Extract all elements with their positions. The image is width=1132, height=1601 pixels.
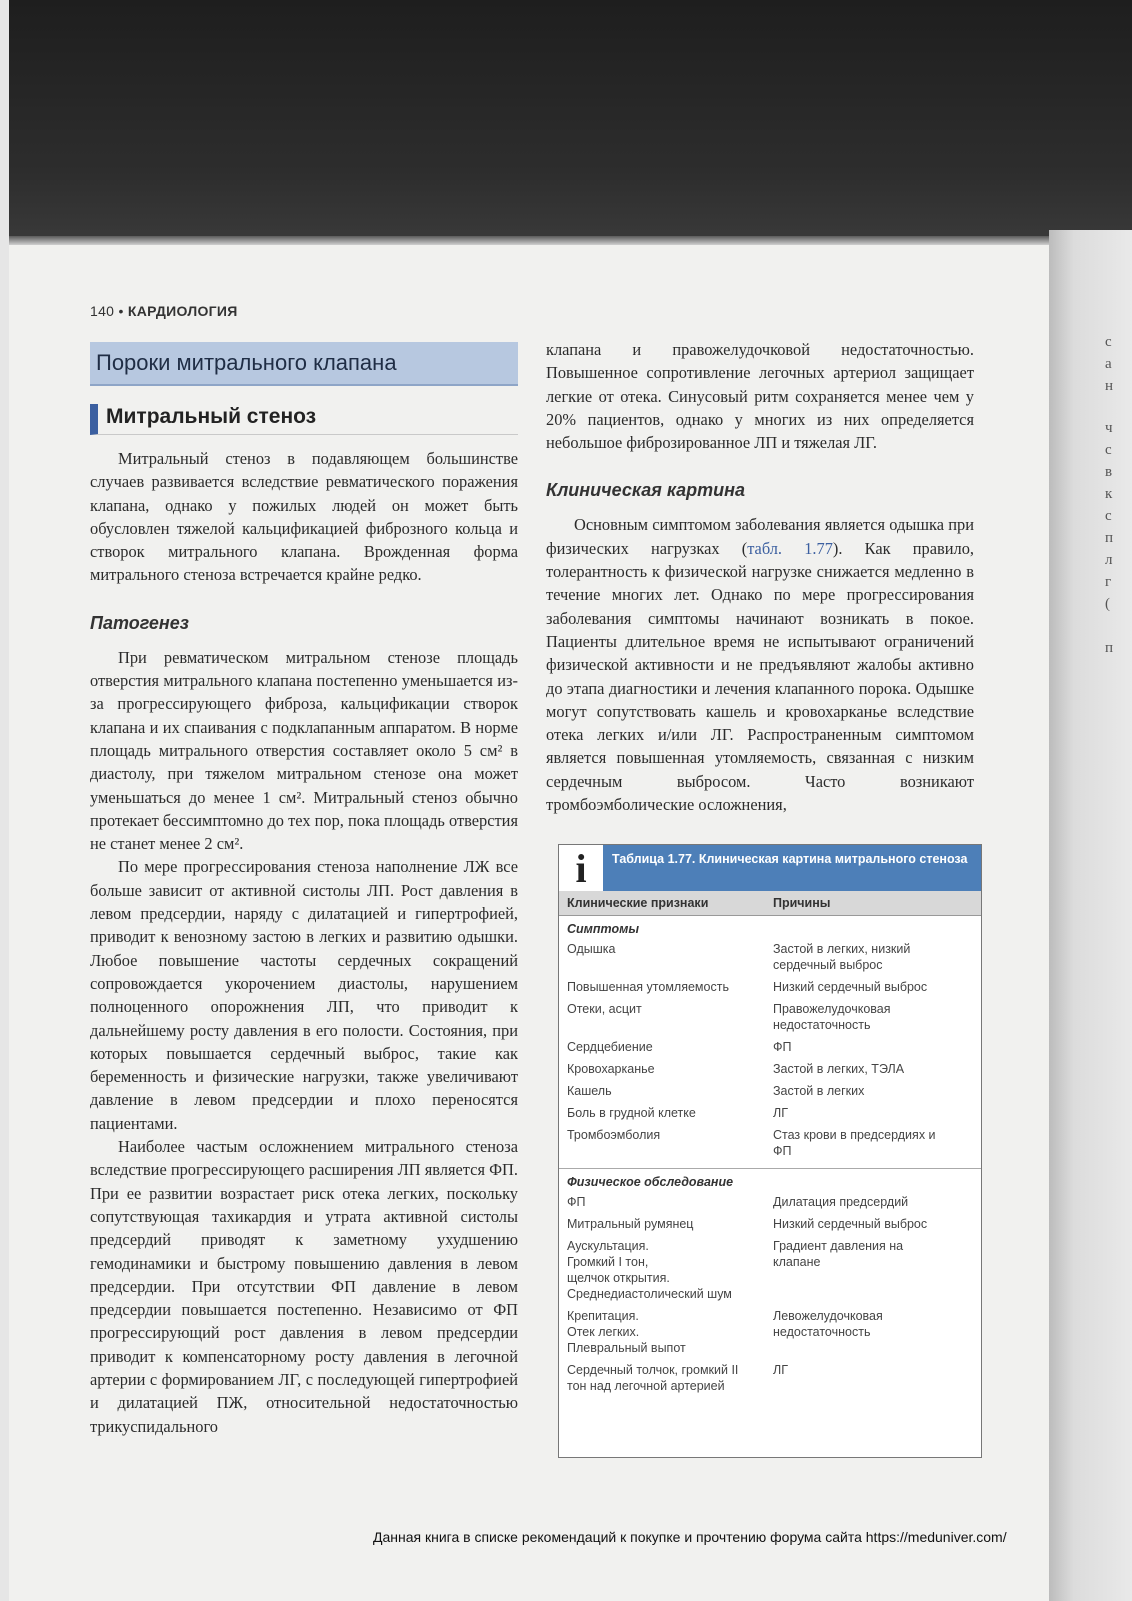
pathogenesis-paragraph-3: Наиболее частым осложнением митрального стеноза вследствие прогрессирующего расширения ЛП является ФП. При ее развитии возрастает риск отека легких, поскольку сопутствующая тахикардия и утрата активной систолы предсердий приводят к заметному ухудшению гемодинамики и быстрому повышению давления в левом предсердии. При отсутствии ФП давление в левом предсердии повышается постепенно. Независимо от ФП прогрессирующий рост давления в левом предсердии приводит к компенсаторному росту давления в легочной артерии с формированием ЛГ, с последующей гипертрофией и дилатацией ПЖ, относительной недостаточностью трикуспидального (90, 1137, 518, 1436)
row-sign: Кровохарканье (567, 1062, 655, 1076)
row-cause: ЛГ (773, 1106, 788, 1120)
row-sign: Боль в грудной клетке (567, 1106, 696, 1120)
row-cause: Застой в легких, низкий сердечный выброс (773, 942, 911, 972)
row-cause: Застой в легких (773, 1084, 865, 1098)
row-sign: Митральный румянец (567, 1217, 694, 1231)
pathogenesis-paragraph-2: По мере прогрессирования стеноза наполнение ЛЖ все больше зависит от активной систолы ЛП. Рост давления в левом предсердии, наряду с дилатацией и гипертрофией, приводит к венозному застою в легких и развитию одышки. Любое повышение частоты сердечных сокращений сопровождается укорочением диастолы, нарушением полноценного опорожнения ЛП, что приводит к дальнейшему росту давления в его полости. Состояния, при которых повышается сердечный выброс, такие как беременность и физические нагрузки, также увеличивают давление в левом предсердии и плохо переносятся пациентами. (90, 857, 518, 1133)
adjacent-page-letter: л (1105, 552, 1113, 568)
row-sign: Аускультация. Громкий I тон, щелчок открытия. Среднедиастолический шум (567, 1239, 732, 1301)
row-cause: Стаз крови в предсердиях и ФП (773, 1128, 936, 1158)
row-sign: Сердечный толчок, громкий II тон над легочной артерией (567, 1363, 739, 1393)
adjacent-page-letter: ( (1105, 596, 1110, 612)
adjacent-page-letter: п (1105, 640, 1114, 656)
row-sign: Тромбоэмболия (567, 1128, 661, 1142)
row-sign: Повышенная утомляемость (567, 980, 729, 994)
footer-note: Данная книга в списке рекомендаций к покупке и прочтению форума сайта https://meduniver.com/ (373, 1529, 1007, 1545)
column-header-signs: Клинические признаки (567, 896, 709, 910)
adjacent-page-letter: ч (1105, 420, 1113, 436)
table-row (559, 1305, 981, 1359)
row-cause: Дилатация предсердий (773, 1195, 909, 1209)
clinical-text-end: ). Как правило, толерантность к физической нагрузке снижается медленно в течение многих лет. Однако по мере прогрессирования заболевания симптомы начинают возникать в покое. Пациенты длительное время не испытывают ограничений физической активности и не предъявляют жалобы активно до этапа диагностики и лечения клапанного порока. Одышке могут сопутствовать кашель и кровохарканье вследствие отека легких и/или ЛГ. Распространенным симптомом является повышенная утомляемость, связанная с низким сердечным выбросом. Часто возникают тромбоэмболические осложнения, (546, 538, 974, 815)
row-cause: Левожелудочковая недостаточность (773, 1309, 883, 1339)
table-row (559, 1359, 981, 1397)
info-icon: i (559, 845, 604, 891)
row-sign: ФП (567, 1195, 586, 1209)
running-head-section: КАРДИОЛОГИЯ (127, 303, 238, 319)
row-sign: Одышка (567, 942, 616, 956)
table-row (559, 1235, 981, 1305)
adjacent-page-letter: с (1105, 442, 1112, 458)
section-title: Пороки митрального клапана (90, 342, 518, 386)
row-cause: Правожелудочковая недостаточность (773, 1002, 891, 1032)
subsection-title: Митральный стеноз (90, 404, 518, 435)
row-cause: ЛГ (773, 1363, 788, 1377)
left-column (90, 338, 518, 1438)
row-cause: Низкий сердечный выброс (773, 980, 928, 994)
table-group-examination: Физическое обследование (567, 1175, 734, 1189)
adjacent-page-letter: а (1105, 356, 1112, 372)
table-row (559, 1058, 981, 1080)
table-title: Таблица 1.77. Клиническая картина митрального стеноза (612, 852, 968, 866)
running-head-bullet: • (118, 303, 124, 319)
row-sign: Сердцебиение (567, 1040, 653, 1054)
row-cause: Низкий сердечный выброс (773, 1217, 928, 1231)
row-sign: Кашель (567, 1084, 612, 1098)
table-group-symptoms: Симптомы (567, 922, 640, 936)
column-header-causes: Причины (773, 896, 831, 910)
intro-paragraph: Митральный стеноз в подавляющем большинстве случаев развивается вследствие ревматического поражения клапана, однако у пожилых людей он может быть обусловлен тяжелой кальцификацией фиброзного кольца и створок митрального клапана. Врожденная форма митрального стеноза встречается крайне редко. (90, 449, 518, 585)
adjacent-page-letter: н (1105, 378, 1114, 394)
table-row (559, 976, 981, 998)
adjacent-page-letter: с (1105, 508, 1112, 524)
page-number: 140 (90, 303, 115, 319)
table-row (559, 998, 981, 1036)
pathogenesis-paragraph-1: При ревматическом митральном стенозе площадь отверстия митрального клапана постепенно уменьшается из-за прогрессирующего фиброза, кальцификации створок клапана и их спаивания с подклапанным аппаратом. В норме площадь митрального отверстия составляет около 5 см² в диастолу, при тяжелом митральном стенозе она может уменьшаться до менее 1 см². Митральный стеноз обычно протекает бессимптомно до тех пор, пока площадь отверстия не станет менее 2 см². (90, 647, 518, 854)
table-row (559, 1191, 981, 1213)
row-cause: Градиент давления на клапане (773, 1239, 904, 1269)
clinical-heading: Клиническая картина (546, 480, 746, 501)
adjacent-page-letter: к (1105, 486, 1113, 502)
right-column (546, 338, 974, 816)
clinical-paragraph (546, 513, 974, 816)
scanner-shadow (0, 0, 1132, 245)
adjacent-page-letter: в (1105, 464, 1113, 480)
table-rows-symptoms (559, 938, 981, 1162)
table-row (559, 1124, 981, 1162)
pathogenesis-heading: Патогенез (90, 612, 189, 633)
row-sign: Отеки, асцит (567, 1002, 642, 1016)
row-cause: ФП (773, 1040, 792, 1054)
table-row (559, 1102, 981, 1124)
table-row (559, 1213, 981, 1235)
adjacent-page-letter: п (1105, 530, 1114, 546)
table-header (559, 845, 981, 891)
adjacent-page-letter: с (1105, 334, 1112, 350)
adjacent-page-letter: г (1105, 574, 1112, 590)
table-1-77 (558, 844, 982, 1458)
page-edge (0, 0, 9, 1601)
adjacent-page-edge (1049, 230, 1132, 1601)
row-cause: Застой в легких, ТЭЛА (773, 1062, 905, 1076)
table-reference-link[interactable]: табл. 1.77 (747, 538, 833, 558)
table-row (559, 938, 981, 976)
table-row (559, 1036, 981, 1058)
table-row (559, 1080, 981, 1102)
continuation-paragraph: клапана и правожелудочковой недостаточностью. Повышенное сопротивление легочных артериол защищает легкие от отека. Синусовый ритм сохраняется менее чем у 20% пациентов, однако у многих из них определяется небольшое фиброзированное ЛП и тяжелая ЛГ. (546, 340, 974, 453)
row-sign: Крепитация. Отек легких. Плевральный выпот (567, 1309, 686, 1355)
running-head (90, 303, 238, 319)
table-rows-examination (559, 1191, 981, 1397)
clinical-text-start: Основным симптомом заболевания является одышка при физических нагрузках ( (546, 515, 974, 558)
table-column-headers (559, 891, 981, 916)
